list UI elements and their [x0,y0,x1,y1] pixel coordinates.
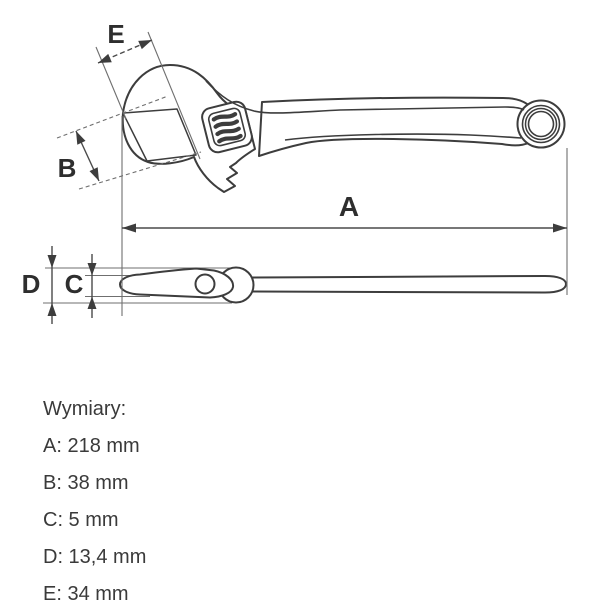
ext-line-e-left [96,47,126,119]
legend-title: Wymiary: [43,398,127,420]
arrowhead-a-left [122,224,136,233]
legend-line-a: A: 218 mm [43,435,140,457]
arrowhead-b-bottom [90,167,100,181]
dimension-d [22,246,57,324]
handle-ring-hole [526,109,557,140]
legend-line-c: C: 5 mm [43,509,119,531]
legend-line-d: D: 13,4 mm [43,546,147,568]
dimensions-legend [43,391,146,613]
side-head-blade [120,269,233,298]
arrowhead-d-bottom [48,303,57,316]
legend-line-b: B: 38 mm [43,472,129,494]
side-handle-bar [246,276,566,293]
arrowhead-e-left [98,54,112,63]
wrench-handle [259,98,534,156]
dim-label-a: A [338,191,360,222]
arrowhead-a-right [553,224,567,233]
arrowhead-c-top [88,263,97,276]
arrowhead-d-top [48,255,57,268]
dim-label-d: D [21,269,41,299]
arrowhead-b-top [76,131,86,145]
dim-label-c: C [64,269,84,299]
dim-label-b: B [57,153,77,183]
arrowhead-e-right [138,40,152,49]
wrench-top-view [123,65,565,192]
side-pivot-hole [196,275,215,294]
dim-label-e: E [107,19,125,49]
dimension-c [65,254,97,318]
legend-line-e: E: 34 mm [43,583,129,605]
